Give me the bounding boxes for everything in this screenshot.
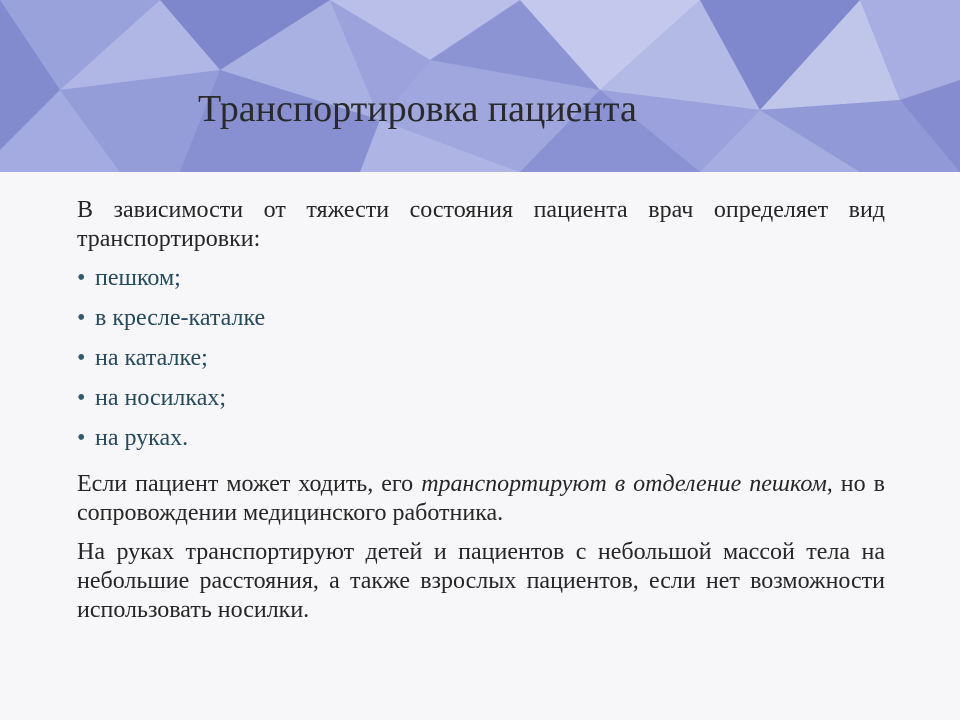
intro-paragraph: В зависимости от тяжести состояния пациента врач определяет вид транспортировки: — [77, 197, 885, 252]
bullet-icon: • — [77, 305, 86, 331]
transport-list — [77, 264, 885, 464]
carrying-paragraph: На руках транспортируют детей и пациентов с небольшой массой тела на небольшие расстояния, а также взрослых пациентов, если нет возможности использовать носилки. — [77, 539, 885, 623]
list-item: • на носилках; — [77, 385, 227, 411]
bullet-icon: • — [77, 265, 86, 291]
list-item: • на руках. — [77, 425, 189, 451]
list-item: • пешком; — [77, 265, 181, 291]
bullet-icon: • — [77, 425, 86, 451]
list-item: • в кресле-каталке — [77, 305, 266, 331]
bullet-icon: • — [77, 385, 86, 411]
walking-paragraph: Если пациент может ходить, его транспортируют в отделение пешком, но в сопровождении медицинского работника. — [77, 471, 885, 526]
slide-title: Транспортировка пациента — [198, 88, 637, 130]
bullet-icon: • — [77, 345, 86, 371]
list-item: • на каталке; — [77, 345, 208, 371]
emphasis-text: транспортируют в отделение пешком — [421, 471, 827, 497]
slide-content — [77, 196, 885, 625]
